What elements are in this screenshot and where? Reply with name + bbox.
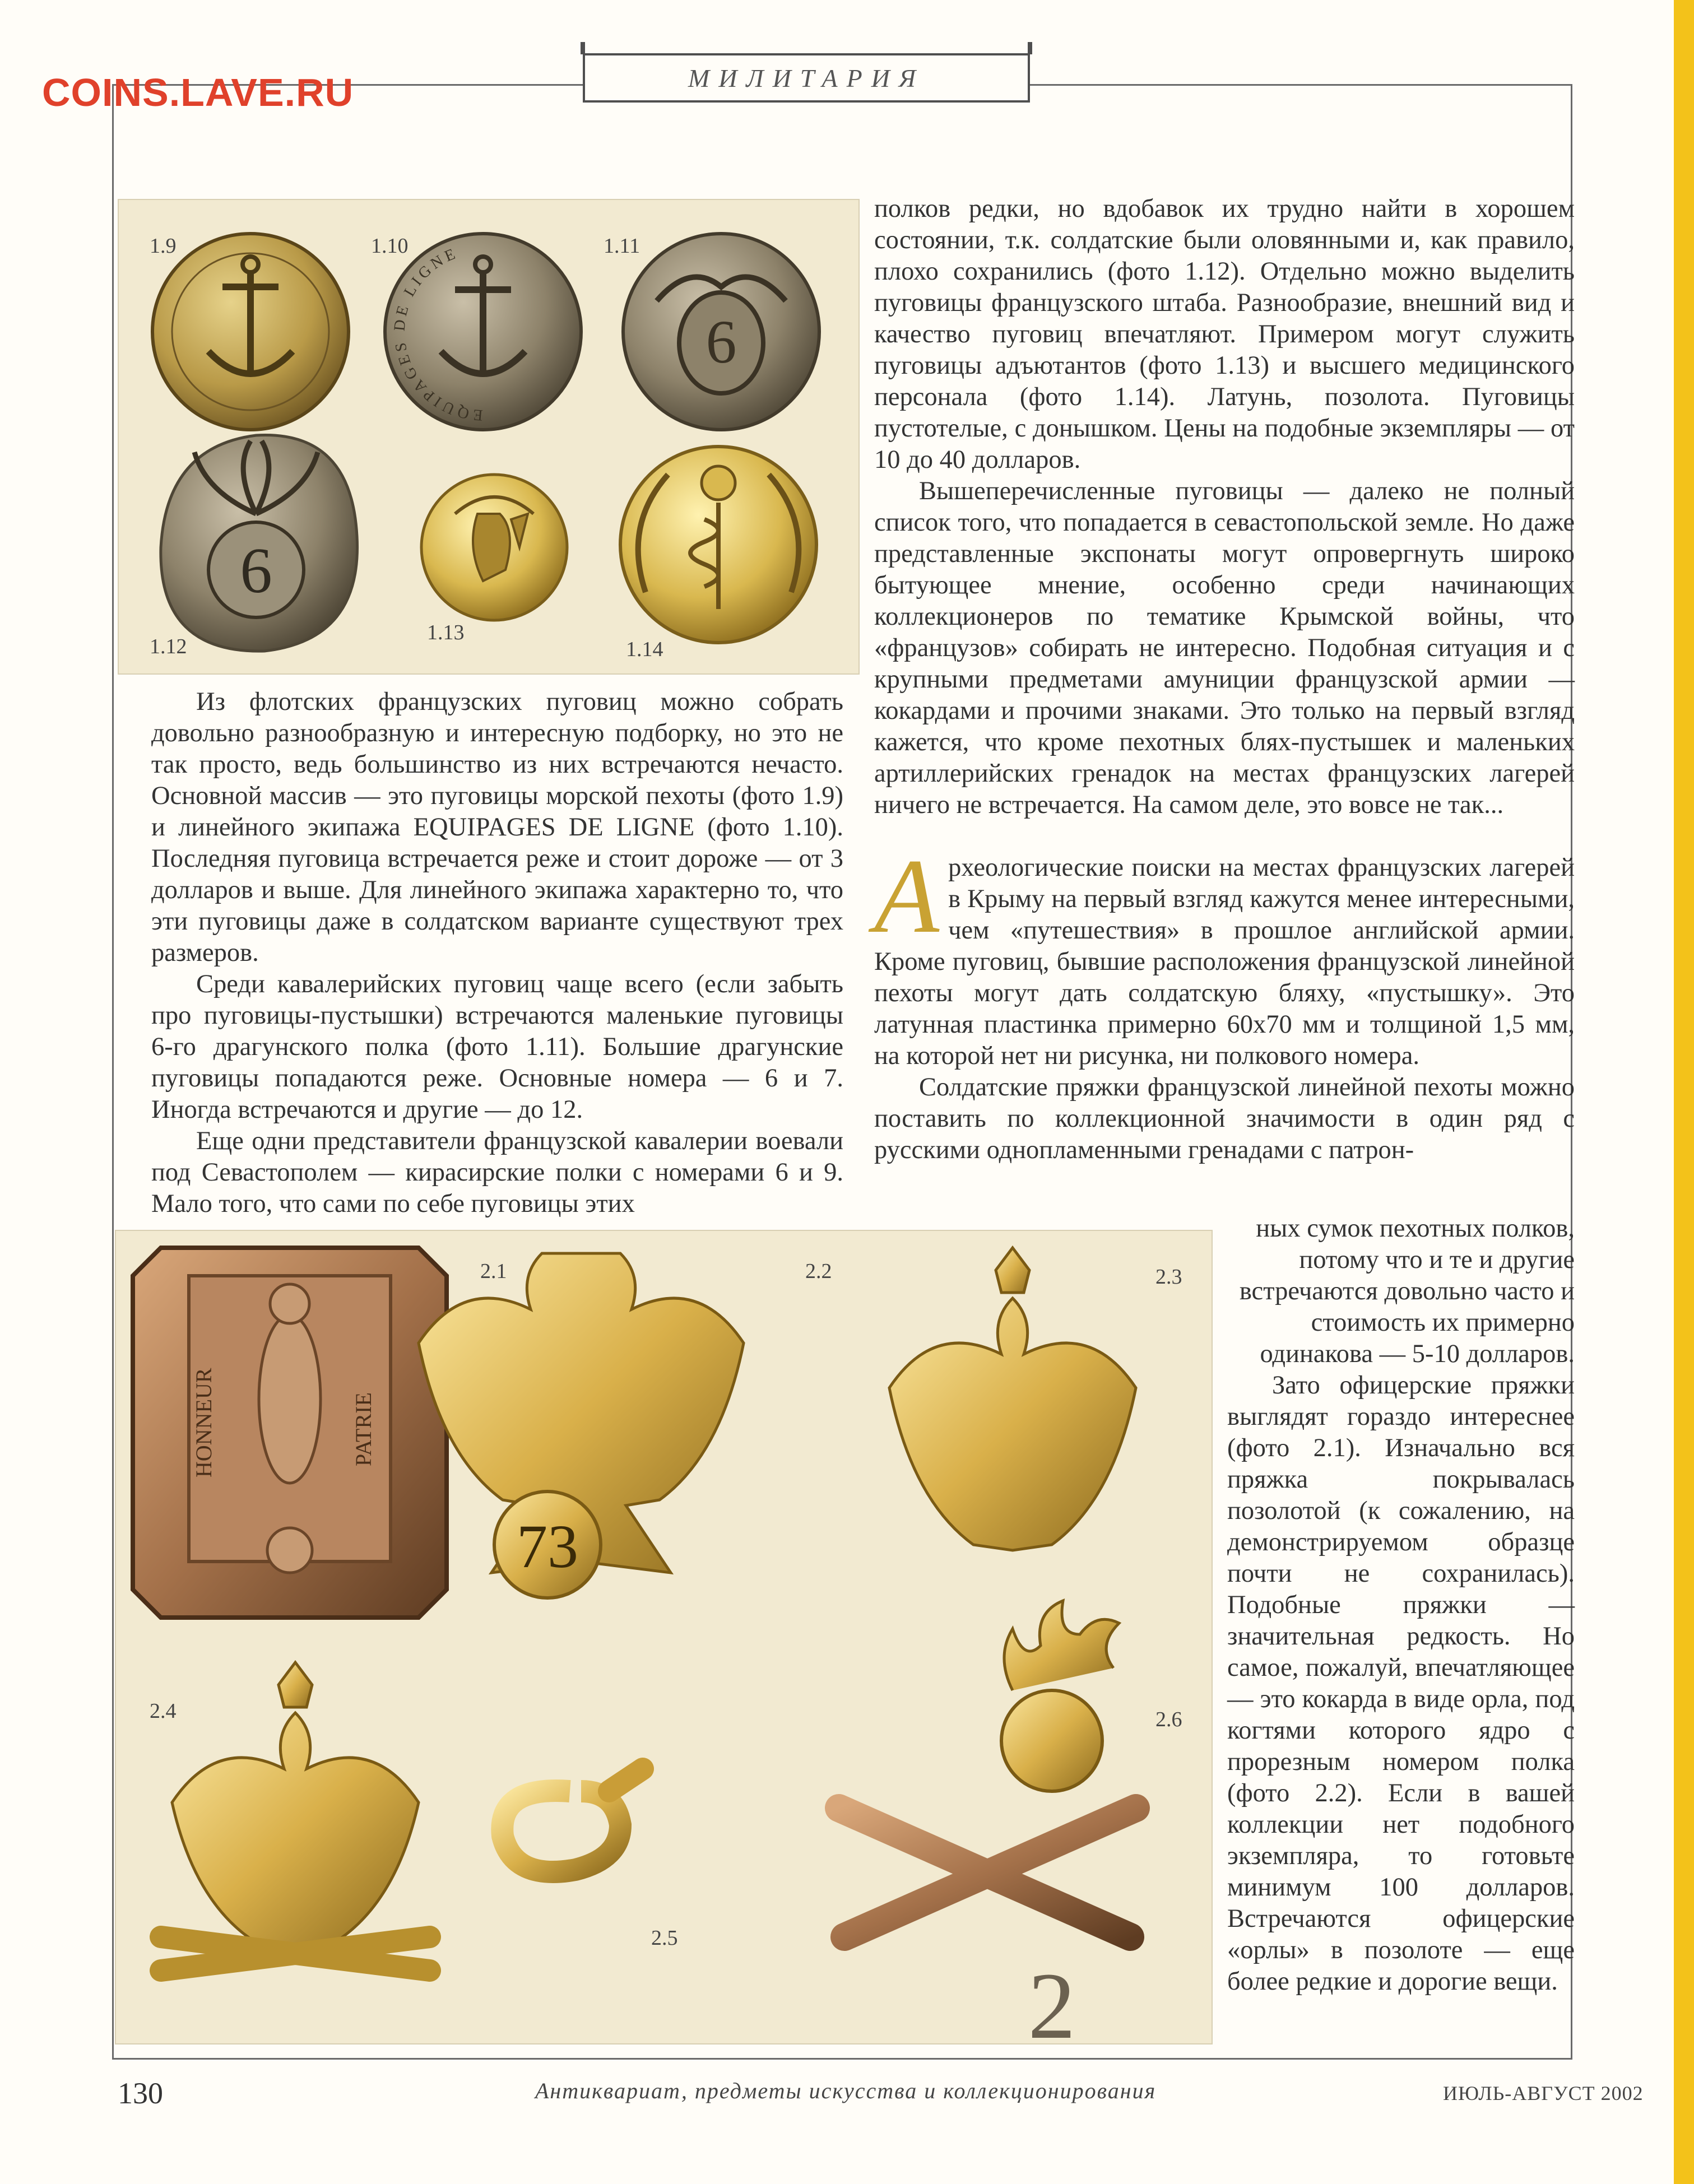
photo-label-1-13: 1.13	[427, 621, 465, 644]
paragraph: Среди кавалерийских пуговиц чаще всего (если забыть про пуговицы-пустышки) встречаются маленькие пуговицы 6-го драгунского полка (фото 1.11). Большие драгунские пуговицы попадаются реже. Основные номера — 6 и 7. Иногда встречаются и другие — до 12.	[151, 970, 843, 1124]
paragraph: Еще одни представители французской кавалерии воевали под Севастополем — кирасирские полки с номерами 6 и 9. Мало того, что сами по себе пуговицы этих	[151, 1127, 843, 1218]
photo-label-1-11: 1.11	[604, 234, 641, 258]
buckle-motto-right: PATRIE	[351, 1392, 376, 1466]
paragraph: Археологические поиски на местах французских лагерей в Крыму на первый взгляд кажутся менее интересными, чем «путешествия» в прошлое английской армии. Кроме пуговиц, бывшие расположения французской линейной пехоты могут дать солдатскую бляху, «пустышку». Это латунная пластинка примерно 60х70 мм и толщиной 1,5 мм, на которой нет ни рисунка, ни полкового номера.	[874, 838, 1575, 1070]
horn-badge-2-5	[502, 1769, 643, 1872]
page-number: 130	[118, 2076, 163, 2110]
photo-label-2-4: 2.4	[150, 1699, 177, 1723]
button-1-11-number: 6	[706, 308, 737, 376]
button-1-9	[152, 234, 349, 430]
watermark: COINS.LAVE.RU	[42, 71, 354, 114]
eagle-badge-2-2	[419, 1253, 744, 1598]
page-edge-stripe	[1674, 0, 1694, 2184]
buckle-2-1	[133, 1248, 447, 1618]
photo-label-2-1: 2.1	[480, 1260, 507, 1283]
section-header: МИЛИТАРИЯ	[583, 53, 1030, 103]
buckle-motto-left: HONNEUR	[191, 1368, 216, 1477]
issue-date: ИЮЛЬ-АВГУСТ 2002	[1443, 2082, 1644, 2104]
crowned-eagle-2-3	[889, 1248, 1136, 1550]
photo-label-1-12: 1.12	[150, 635, 187, 658]
eagle-cannons-2-4	[161, 1662, 430, 1971]
paragraph: Солдатские пряжки французской линейной пехоты можно поставить по коллекционной значимости в один ряд с русскими однопламенными гренадами с патрон-	[874, 1073, 1575, 1164]
buttons-photo-panel	[118, 199, 860, 675]
narrow-text-column	[1227, 1213, 1575, 1997]
paragraph: полков редки, но вдобавок их трудно найти в хорошем состоянии, т.к. солдатские были оловянными и, как правило, плохо сохранились (фото 1.12). Отдельно можно выделить пуговицы французского штаба. Разнообразие, внешний вид и качество пуговиц впечатляют. Примером могут служить пуговицы адъютантов (фото 1.13) и высшего медицинского персонала (фото 1.14). Латунь, позолота. Пуговицы пустотелые, с донышком. Цены на подобные экземпляры — от 10 до 40 долларов.	[874, 194, 1575, 474]
button-1-12	[161, 435, 358, 652]
magazine-title: Антиквариат, предметы искусства и коллекционирования	[535, 2078, 1157, 2103]
paragraph: Вышеперечисленные пуговицы — далеко не полный список того, что попадается в севастопольской земле. Но даже представленные экспонаты могут опровергнуть широко бытующее мнение, особенно среди начинающих коллекционеров по тематике Крымской войны, что «французов» собирать не интересно. Подобная ситуация и с крупными предметами амуниции французской армии — кокардами и прочими знаками. Это только на первый взгляд кажется, что кроме пехотных блях-пустышек и маленьких артиллерийских гренадок на местах французских лагерей ничего не встречается. На самом деле, это вовсе не так...	[874, 477, 1575, 819]
photo-label-2-5: 2.5	[651, 1926, 678, 1950]
photo-label-2-6: 2.6	[1155, 1708, 1182, 1731]
button-1-11	[623, 234, 819, 430]
cannon-number: 2	[1028, 1953, 1076, 2043]
paragraph: ных сумок пехотных полков, потому что и те и другие встречаются довольно часто и стоимость их примерно одинакова — 5-10 долларов.	[1239, 1214, 1575, 1368]
equipage-ring-text: EQUIPAGES DE LIGNE	[391, 244, 484, 424]
photo-label-1-10: 1.10	[371, 234, 409, 258]
button-1-14	[620, 447, 816, 643]
drop-cap: А	[874, 838, 940, 955]
insignia-illustration	[116, 1231, 1212, 2043]
eagle-number: 73	[517, 1512, 578, 1581]
photo-label-1-9: 1.9	[150, 234, 177, 258]
button-1-10	[385, 234, 581, 430]
photo-label-2-3: 2.3	[1155, 1265, 1182, 1289]
artillery-badge-2-6	[839, 1601, 1136, 2043]
right-text-column	[874, 193, 1575, 1166]
buttons-illustration	[119, 200, 858, 673]
left-text-column	[151, 686, 843, 1220]
photo-label-2-2: 2.2	[805, 1260, 832, 1283]
button-1-13	[421, 475, 567, 620]
paragraph: Зато офицерские пряжки выглядят гораздо интереснее (фото 2.1). Изначально вся пряжка покрывалась позолотой (к сожалению, на демонстрируемом образце почти не сохранилась). Подобные пряжки — значительная редкость. Но самое, пожалуй, впечатляющее — это кокарда в виде орла, под когтями которого ядро с прорезным номером полка (фото 2.2). Если в вашей коллекции нет подобного экземпляра, то готовьте минимум 100 долларов. Встречаются офицерские «орлы» в позолоте — еще более редкие и дорогие вещи.	[1227, 1371, 1575, 1996]
photo-label-1-14: 1.14	[626, 638, 663, 661]
insignia-photo-panel	[115, 1230, 1213, 2044]
paragraph: Из флотских французских пуговиц можно собрать довольно разнообразную и интересную подборку, но это не так просто, ведь большинство из них встречаются нечасто. Основной массив — это пуговицы морской пехоты (фото 1.9) и линейного экипажа EQUIPAGES DE LIGNE (фото 1.10). Последняя пуговица встречается реже и стоит дороже — от 3 долларов и выше. Для линейного экипажа характерно то, что эти пуговицы даже в солдатском варианте существуют трех размеров.	[151, 687, 843, 967]
button-1-12-number: 6	[240, 535, 272, 606]
